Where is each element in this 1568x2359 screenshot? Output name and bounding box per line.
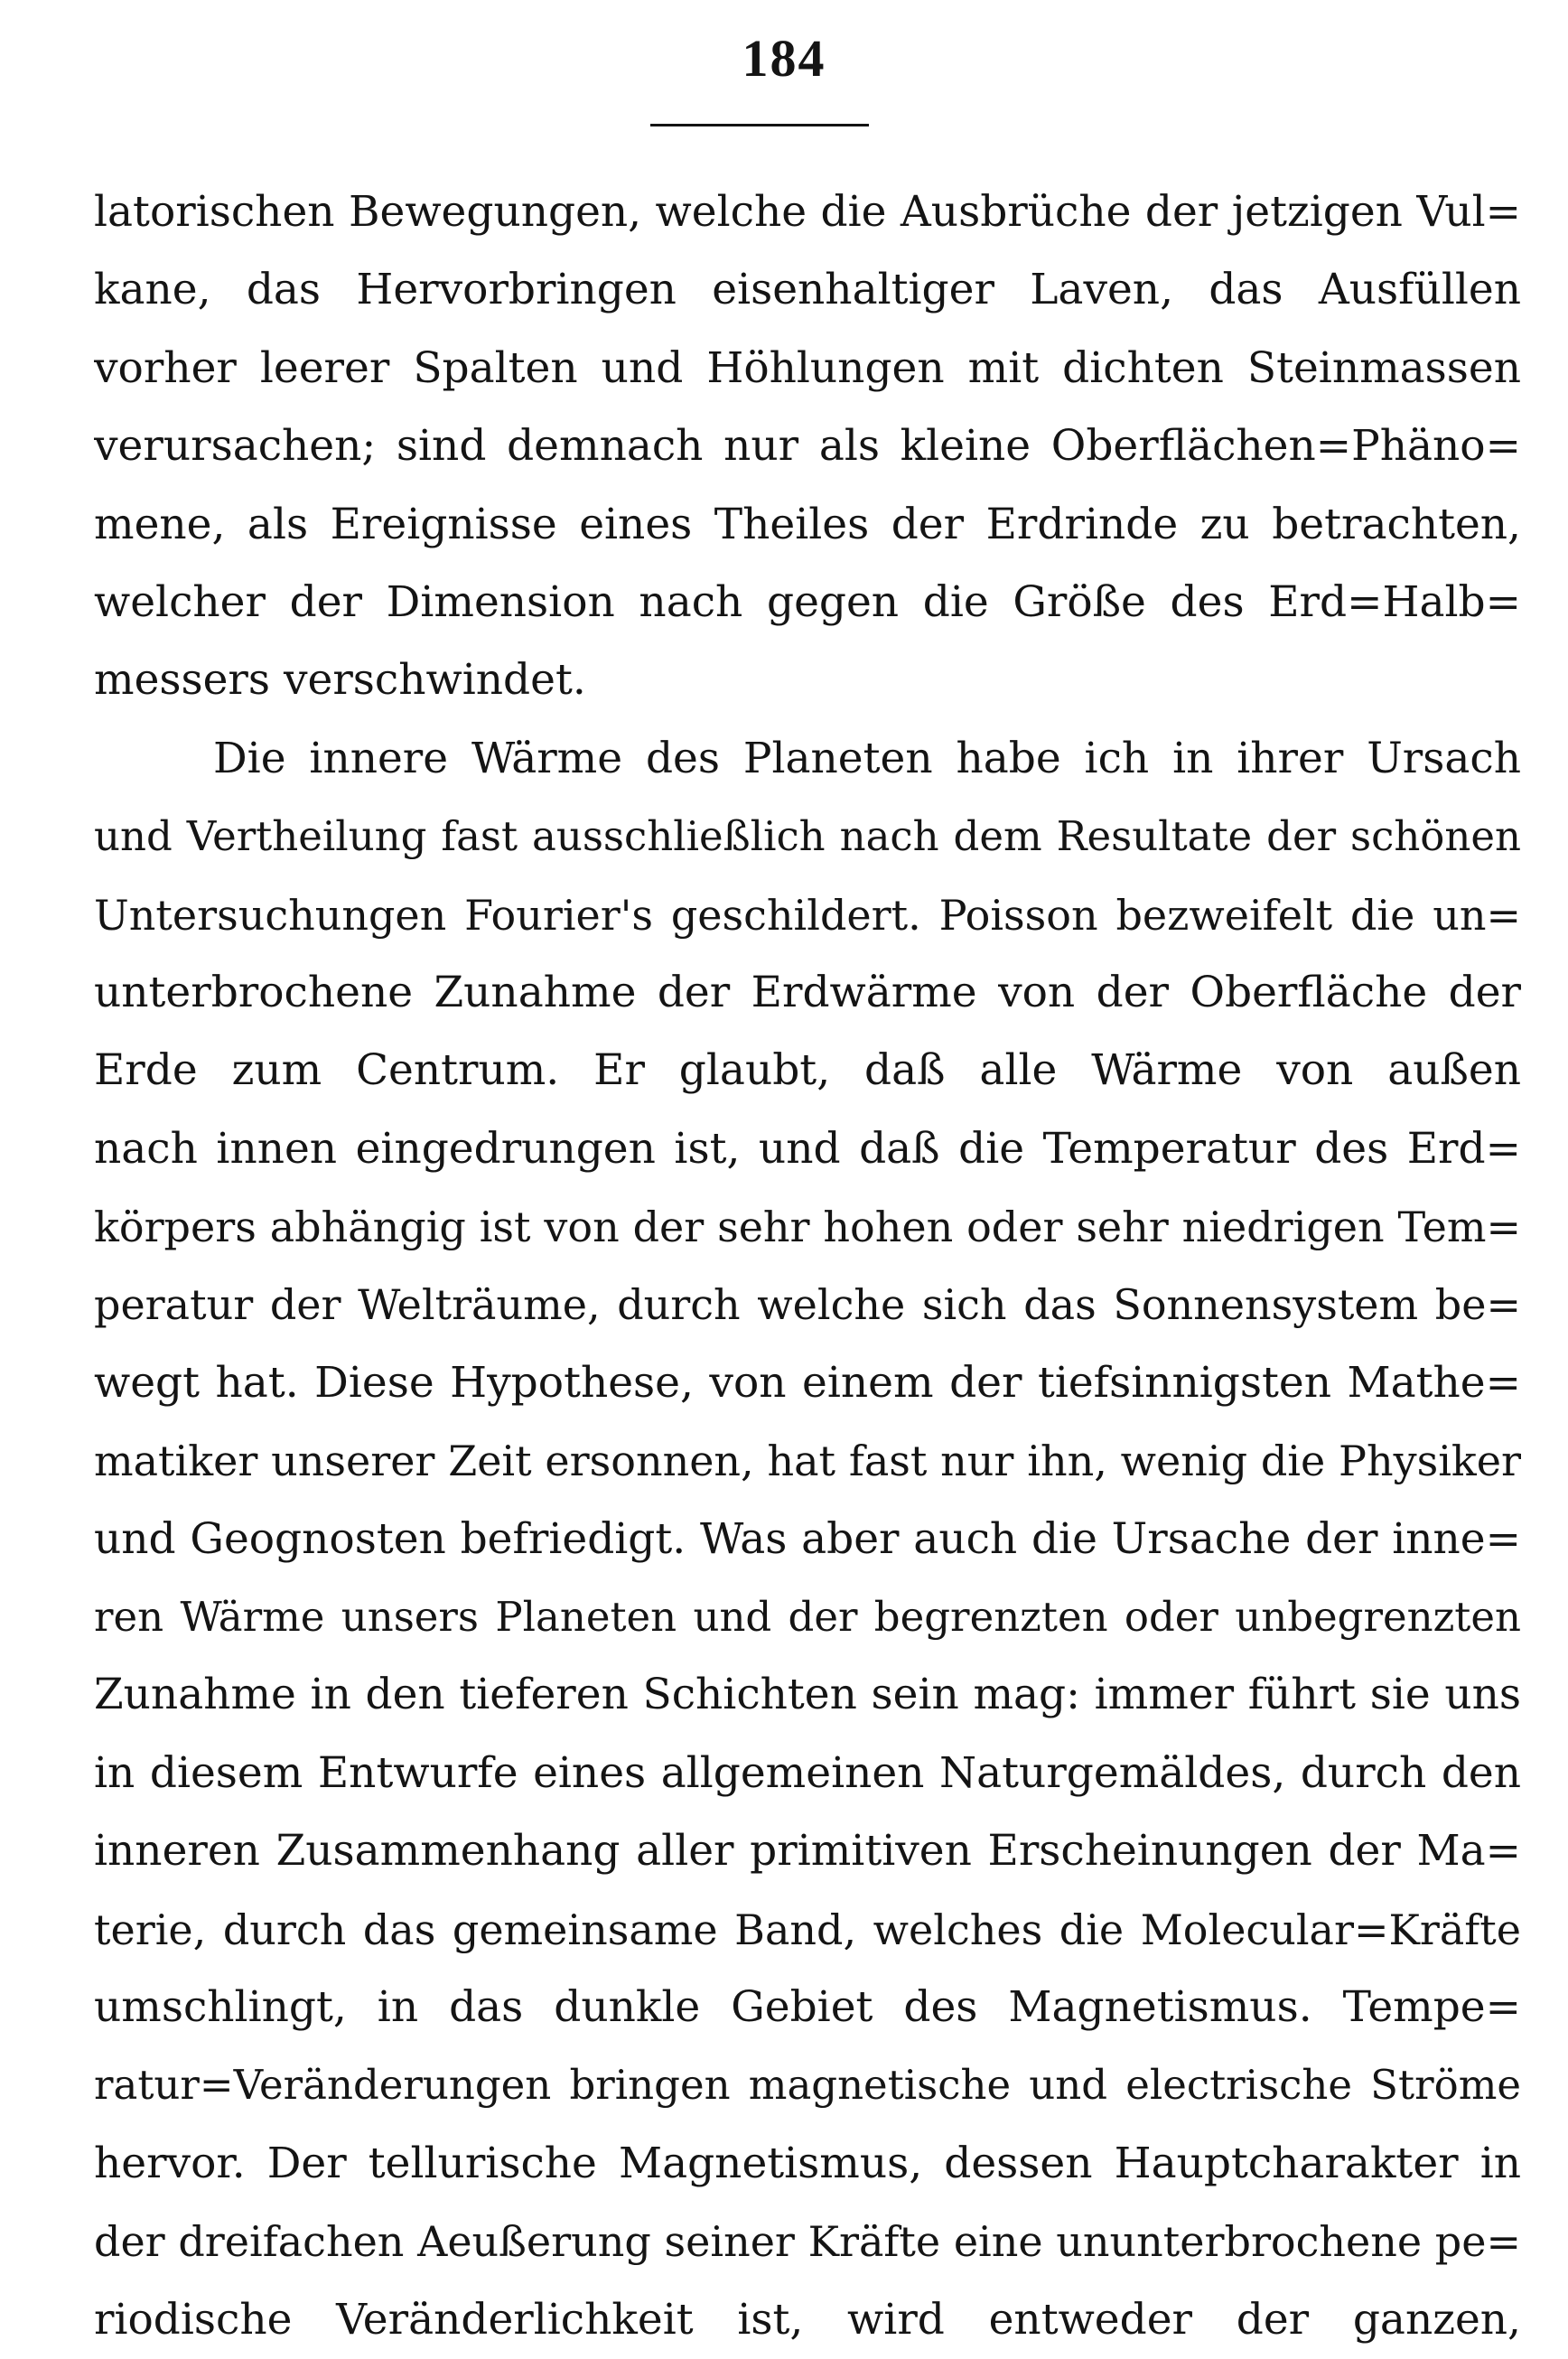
text-line: matiker unserer Zeit ersonnen, hat fast nur ihn, wenig die Physiker (94, 1437, 1521, 1486)
page-number: 184 (742, 29, 826, 88)
text-line: terie, durch das gemeinsame Band, welches die Molecular=Kräfte (94, 1905, 1521, 1954)
text-line: umschlingt, in das dunkle Gebiet des Magnetismus. Tempe= (94, 1981, 1521, 2032)
text-line: messers verschwindet. (94, 655, 586, 706)
text-line: welcher der Dimension nach gegen die Größe des Erd=Halb= (94, 576, 1521, 627)
text-line: unterbrochene Zunahme der Erdwärme von der Oberfläche der (94, 967, 1521, 1017)
text-line: der dreifachen Aeußerung seiner Kräfte eine ununterbrochene pe= (94, 2217, 1521, 2267)
text-line: kane, das Hervorbringen eisenhaltiger Laven, das Ausfüllen (94, 265, 1521, 315)
text-line: peratur der Welträume, durch welche sich das Sonnensystem be= (94, 1280, 1521, 1330)
text-line: hervor. Der tellurische Magnetismus, dessen Hauptcharakter in (94, 2138, 1521, 2188)
text-line: Zunahme in den tieferen Schichten sein mag: immer führt sie uns (94, 1670, 1521, 1720)
text-line: vorher leerer Spalten und Höhlungen mit dichten Steinmassen (94, 342, 1521, 393)
text-line: ratur=Veränderungen bringen magnetische und electrische Ströme (94, 2061, 1521, 2110)
text-line: verursachen; sind demnach nur als kleine Oberflächen=Phäno= (94, 421, 1521, 472)
text-line: Die innere Wärme des Planeten habe ich in ihrer Ursach (213, 733, 1521, 783)
text-line: nach innen eingedrungen ist, und daß die Temperatur des Erd= (94, 1123, 1521, 1174)
text-line: ren Wärme unsers Planeten und der begrenzten oder unbegrenzten (94, 1593, 1521, 1642)
text-line: mene, als Ereignisse eines Theiles der Erdrinde zu betrachten, (94, 499, 1521, 549)
text-line: und Vertheilung fast ausschließlich nach dem Resultate der schönen (94, 812, 1521, 861)
text-line: in diesem Entwurfe eines allgemeinen Naturgemäldes, durch den (94, 1747, 1521, 1798)
text-line: inneren Zusammenhang aller primitiven Erscheinungen der Ma= (94, 1826, 1521, 1877)
text-line: riodische Veränderlichkeit ist, wird entweder der ganzen, (94, 2294, 1521, 2345)
text-line: körpers abhängig ist von der sehr hohen oder sehr niedrigen Tem= (94, 1203, 1521, 1252)
text-line: Erde zum Centrum. Er glaubt, daß alle Wärme von außen (94, 1045, 1521, 1096)
text-line: Untersuchungen Fourier's geschildert. Poisson bezweifelt die un= (94, 890, 1521, 940)
header-rule (650, 124, 869, 126)
text-line: und Geognosten befriedigt. Was aber auch die Ursache der inne= (94, 1513, 1521, 1564)
body-text (94, 173, 1521, 2359)
text-line: latorischen Bewegungen, welche die Ausbrüche der jetzigen Vul= (94, 187, 1521, 237)
text-line: wegt hat. Diese Hypothese, von einem der tiefsinnigsten Mathe= (94, 1357, 1521, 1408)
